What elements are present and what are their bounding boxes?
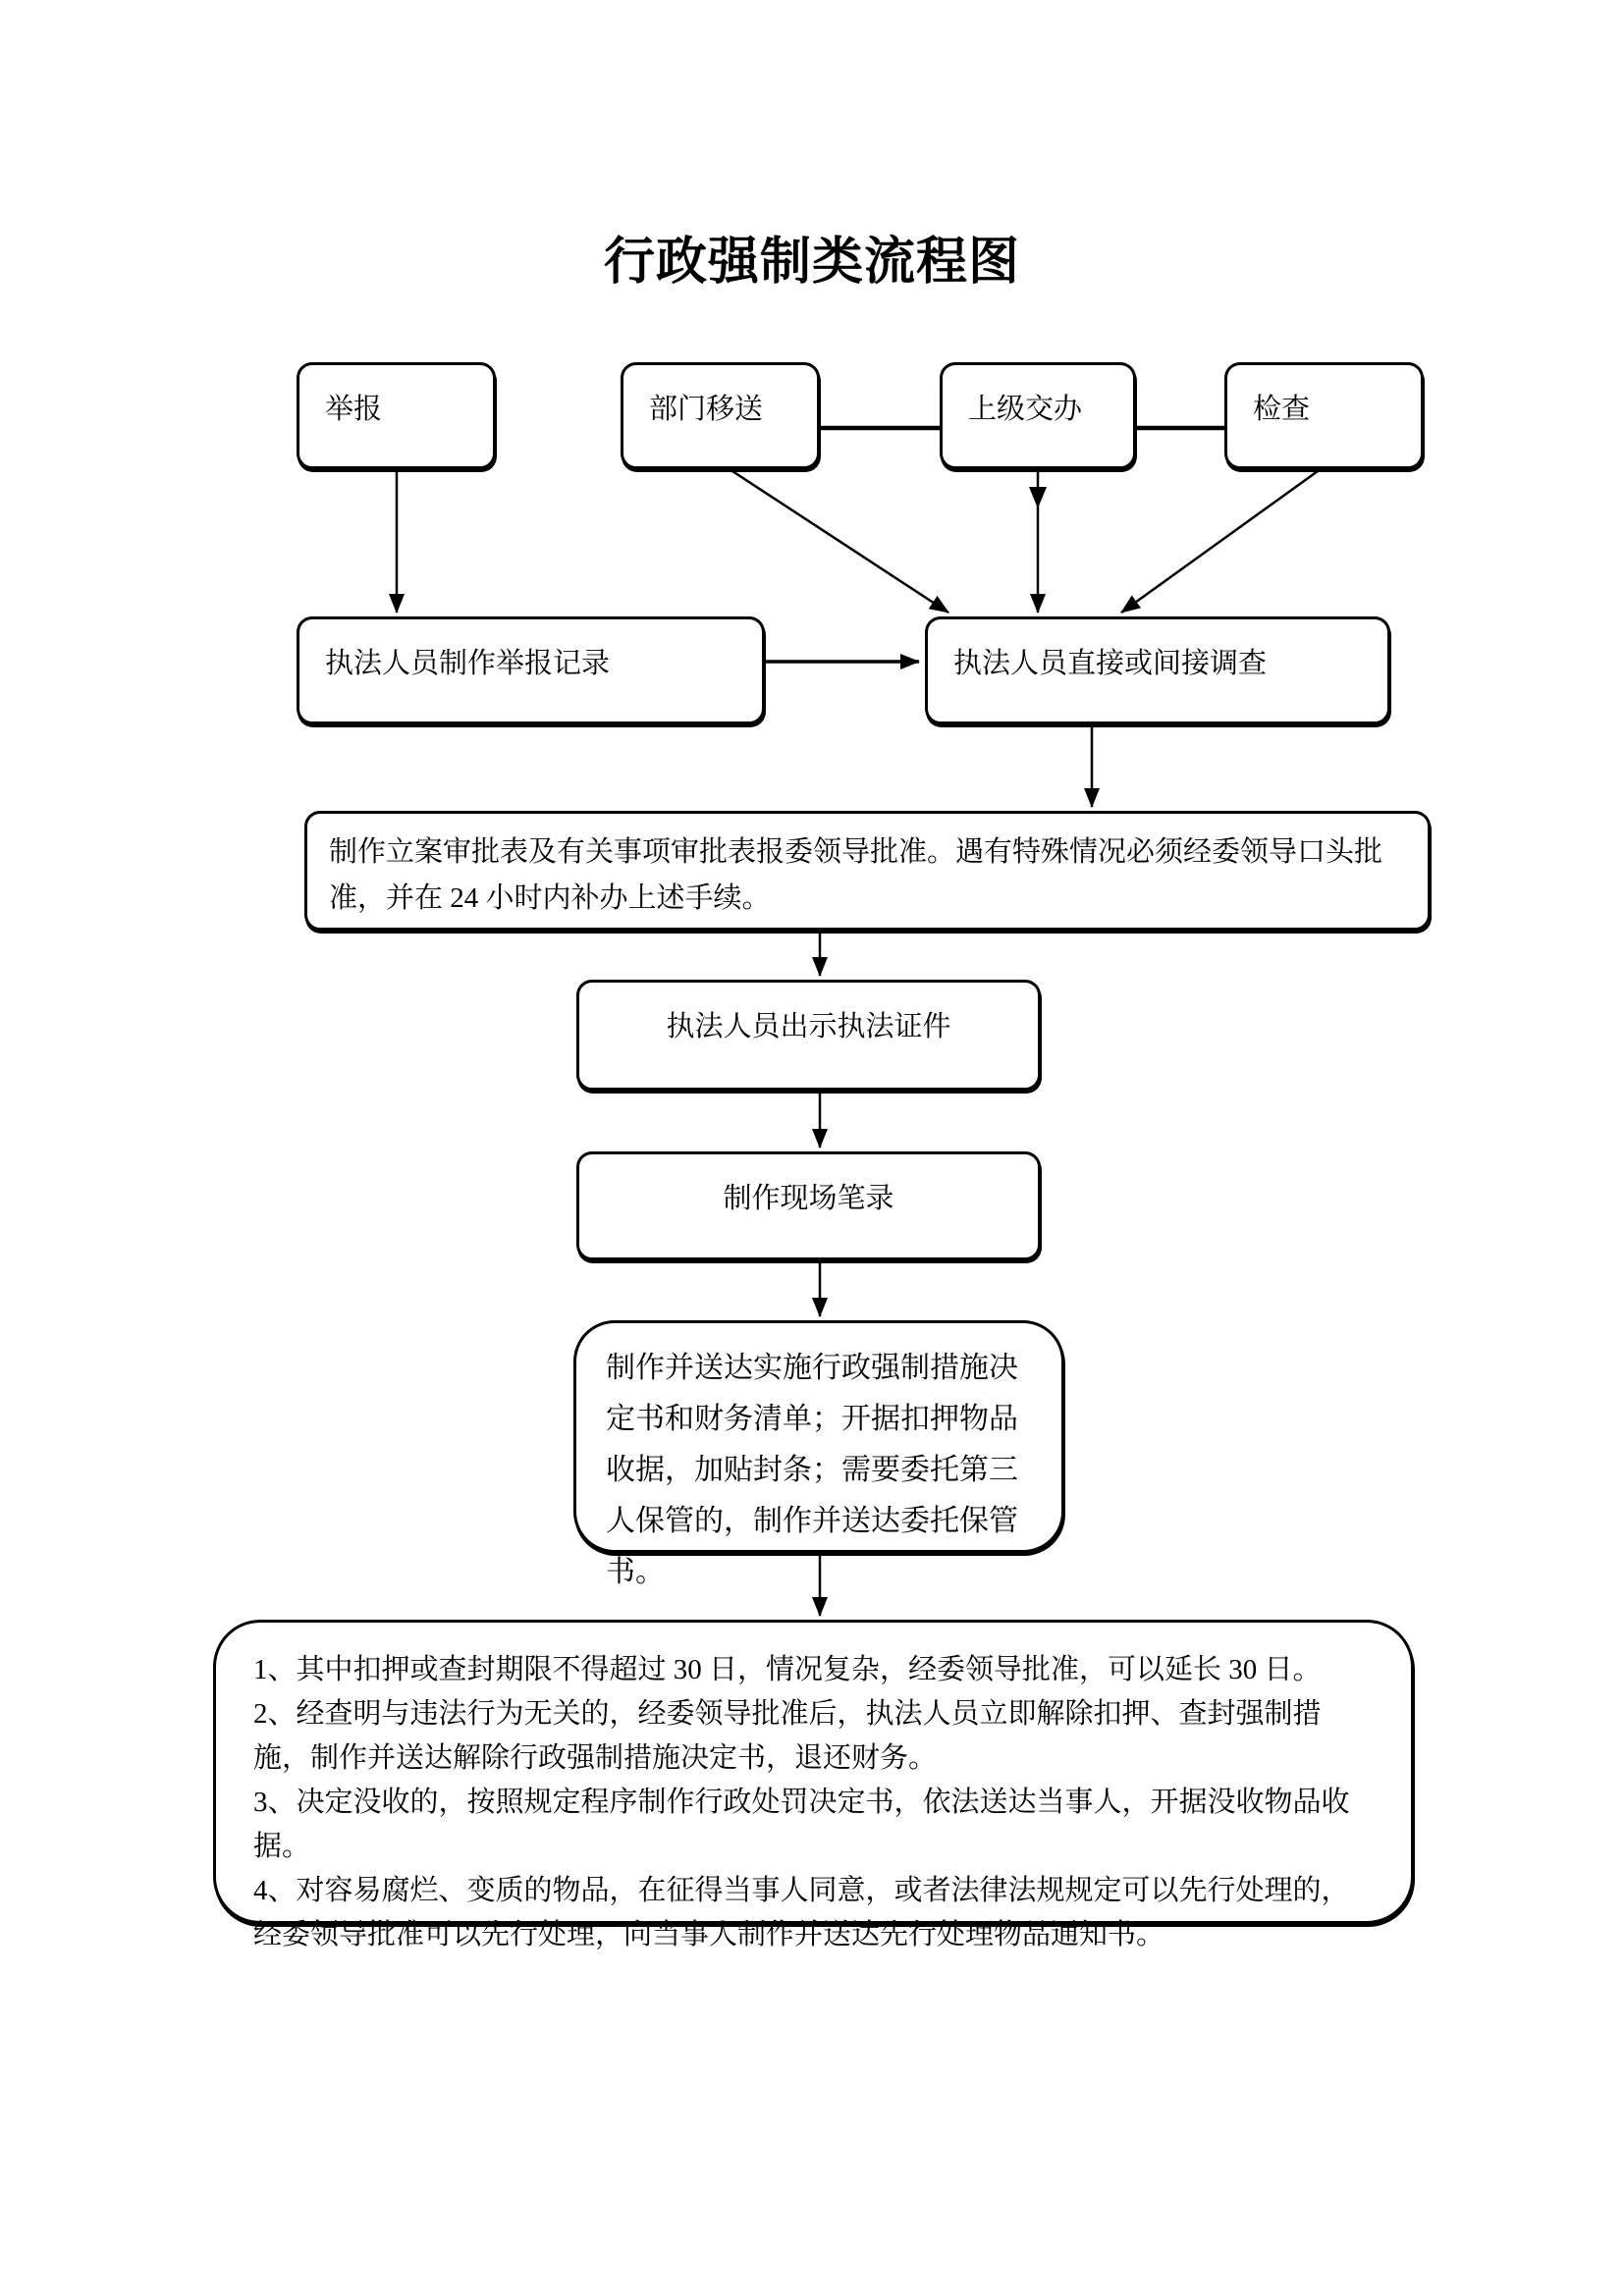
flow-node-investigation-label: 执法人员直接或间接调查	[953, 648, 1268, 679]
note-item-3: 3、决定没收的，按照规定程序制作行政处罚决定书，依法送达当事人，开据没收物品收据。	[253, 1786, 1350, 1862]
flow-node-report	[297, 362, 496, 469]
flow-node-report-label: 举报	[325, 394, 383, 425]
flow-node-case-approval-label: 制作立案审批表及有关事项审批表报委领导批准。遇有特殊情况必须经委领导口头批准，并在 24 小时内补办上述手续。	[329, 836, 1383, 914]
flow-node-make-report-record-label: 执法人员制作举报记录	[325, 648, 611, 679]
flow-node-superior-assignment-label: 上级交办	[968, 394, 1083, 425]
page-title: 行政强制类流程图	[603, 234, 1020, 291]
flow-node-show-credentials	[576, 980, 1041, 1091]
note-item-1: 1、其中扣押或查封期限不得超过 30 日，情况复杂，经委领导批准，可以延长 30 日。	[253, 1654, 1322, 1685]
note-item-2: 2、经查明与违法行为无关的，经委领导批准后，执法人员立即解除扣押、查封强制措施，制作并送达解除行政强制措施决定书，退还财务。	[253, 1697, 1322, 1774]
flow-node-department-transfer	[621, 362, 820, 469]
arrow-inspection-to-investigation	[1121, 471, 1318, 613]
flow-node-inspection-label: 检查	[1253, 394, 1311, 425]
flow-node-department-transfer-label: 部门移送	[649, 394, 764, 425]
flow-node-superior-assignment	[940, 362, 1136, 469]
arrow-transfer-to-investigation	[732, 471, 948, 613]
flow-node-notes	[213, 1620, 1414, 1950]
flow-node-investigation	[925, 616, 1390, 724]
flow-node-site-record	[576, 1151, 1041, 1260]
note-item-4: 4、对容易腐烂、变质的物品，在征得当事人同意，或者法律法规规定可以先行处理的，经委领导批准可以先行处理，向当事人制作并送达先行处理物品通知书。	[253, 1874, 1350, 1950]
flow-node-inspection	[1224, 362, 1424, 469]
flow-node-make-report-record	[297, 616, 765, 724]
arrowhead-superior-mid	[1029, 487, 1047, 508]
flow-node-site-record-label: 制作现场笔录	[723, 1183, 894, 1214]
flow-node-enforcement-measures-label: 制作并送达实施行政强制措施决定书和财务清单；开据扣押物品收据，加贴封条；需要委托第三人保管的，制作并送达委托保管书。	[606, 1352, 1018, 1588]
flow-node-show-credentials-label: 执法人员出示执法证件	[666, 1011, 951, 1042]
flow-node-enforcement-measures	[573, 1320, 1064, 1588]
flow-node-case-approval	[304, 811, 1431, 931]
